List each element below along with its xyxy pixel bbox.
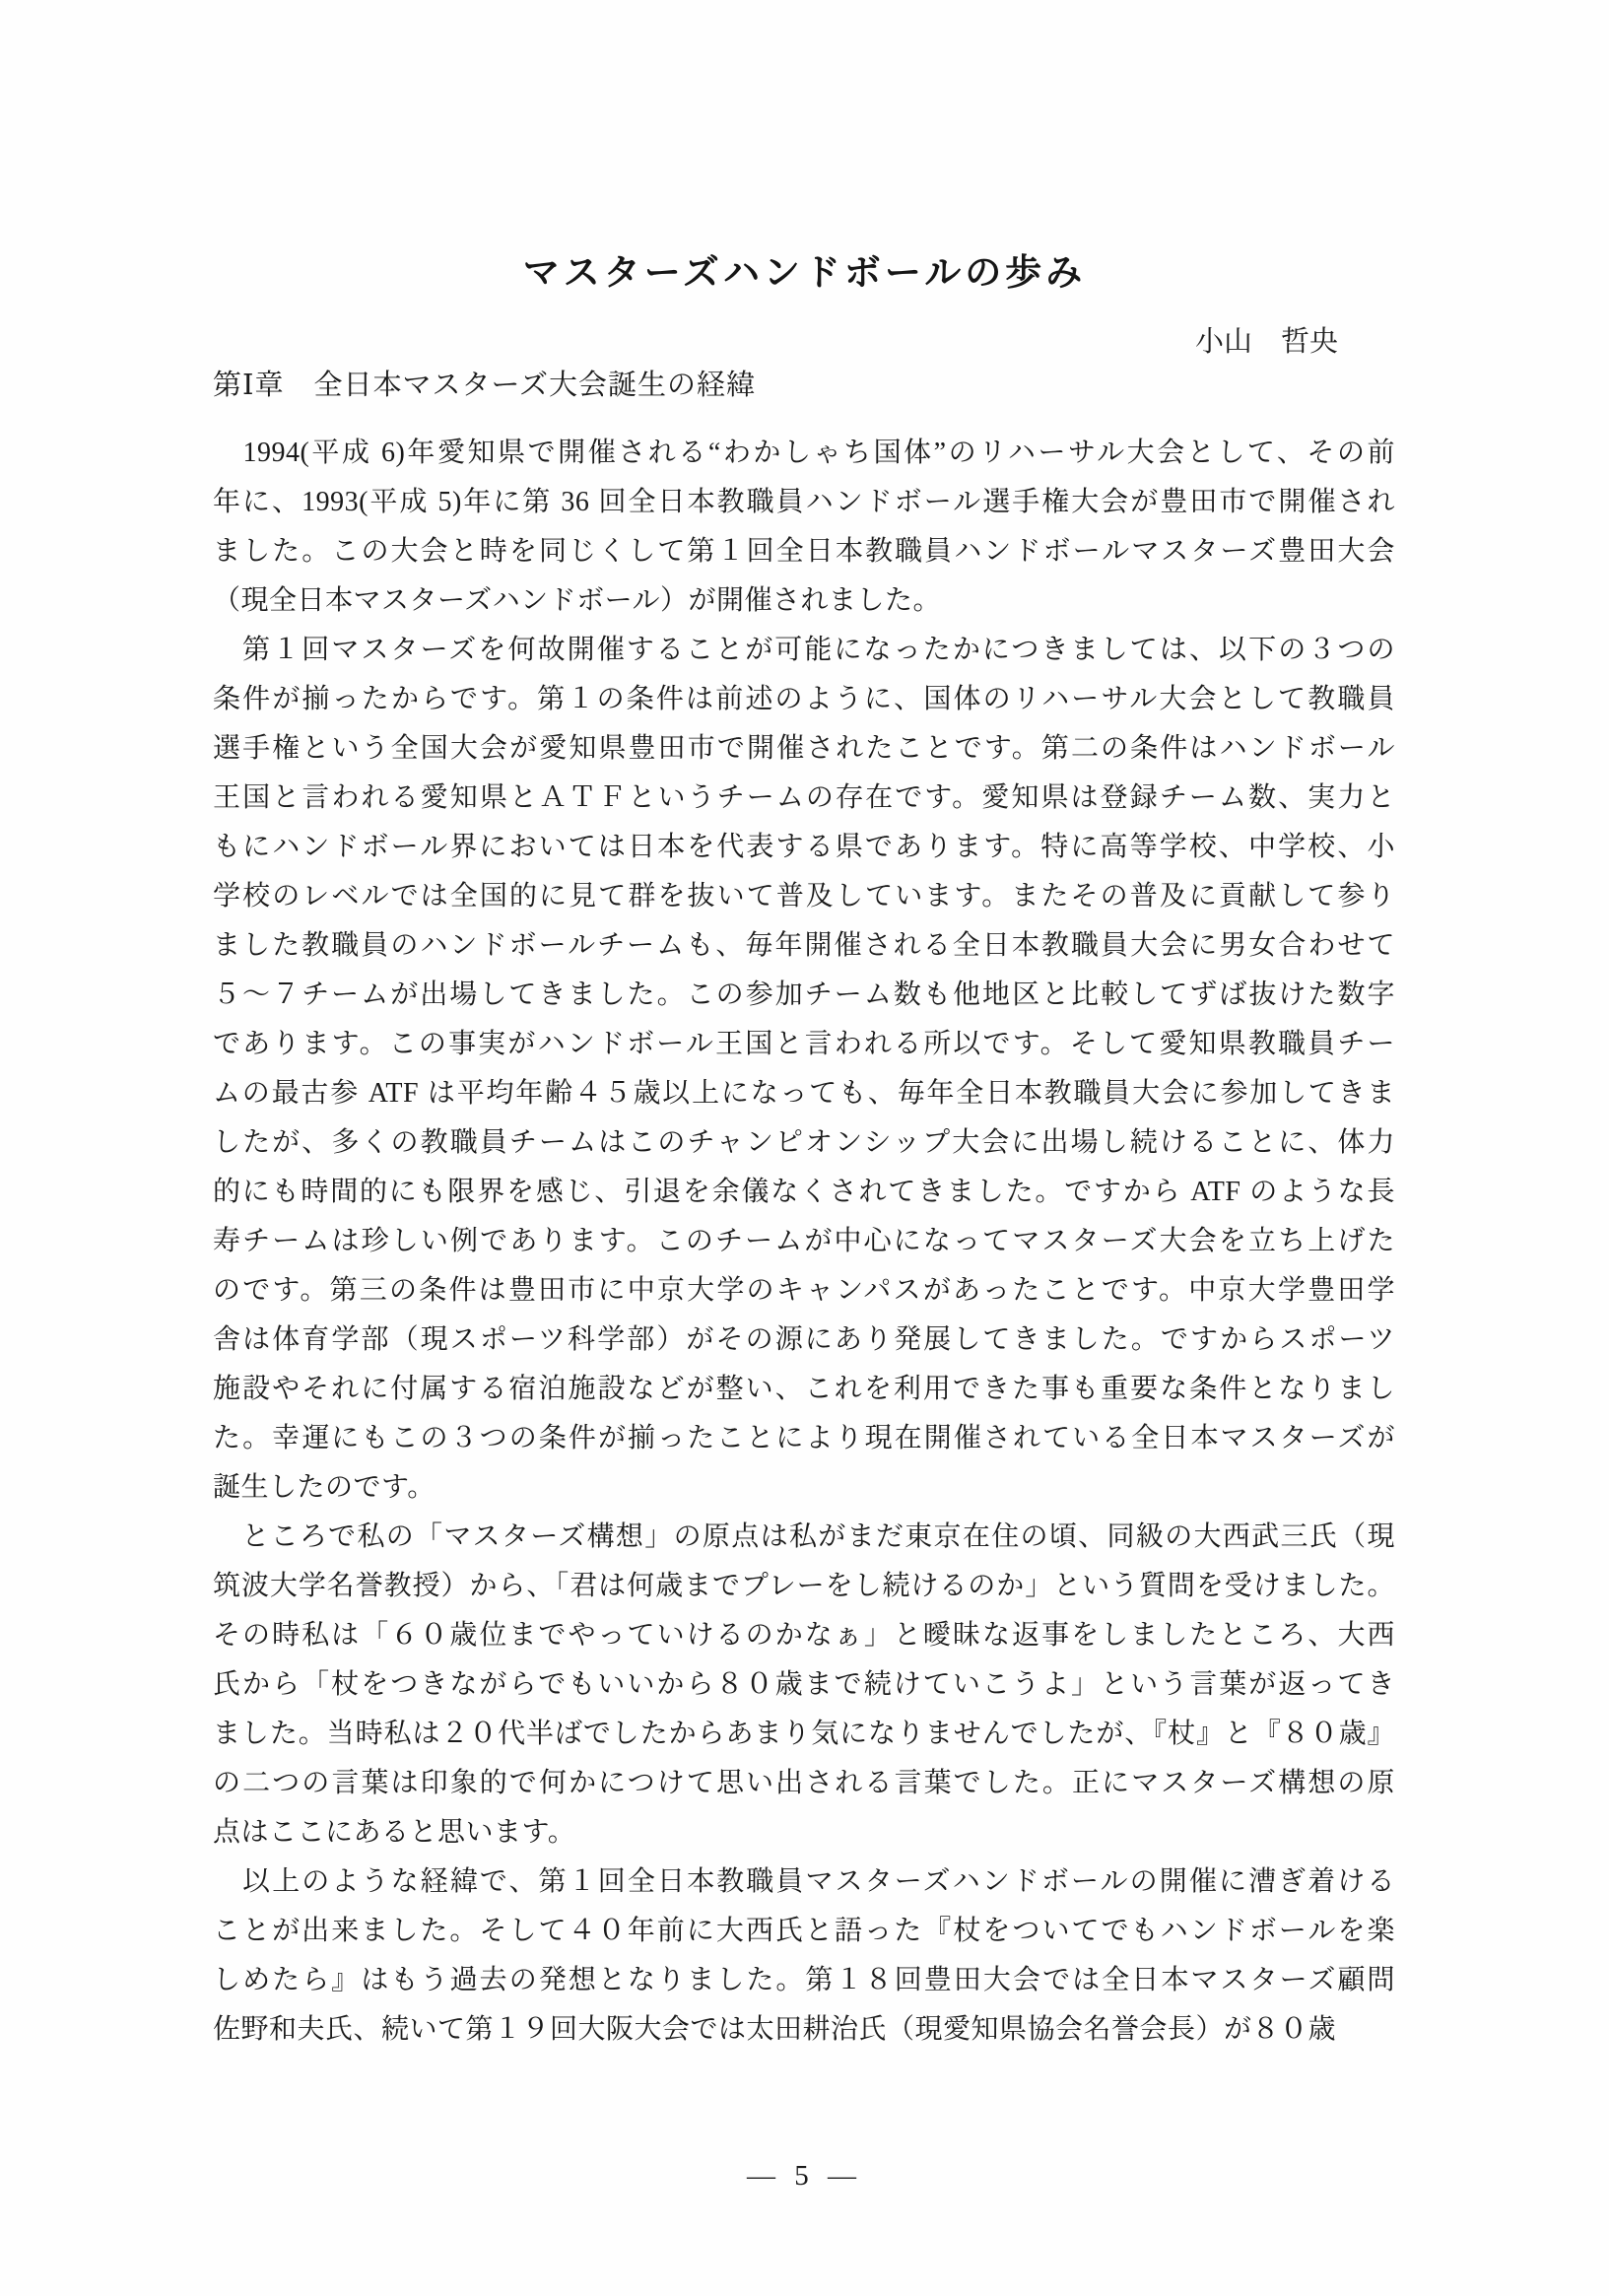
body-line: であります。この事実がハンドボール王国と言われる所以です。そして愛知県教職員チー [213, 1029, 1395, 1059]
body-line: したが、多くの教職員チームはこのチャンピオンシップ大会に出場し続けることに、体力 [213, 1127, 1395, 1158]
body-line: ました。当時私は２０代半ばでしたからあまり気になりませんでしたが、『杖』と『８０歳』 [213, 1719, 1395, 1749]
body-line: ところで私の「マスターズ構想」の原点は私がまだ東京在住の頃、同級の大西武三氏（現 [213, 1521, 1395, 1552]
body-line: 筑波大学名誉教授）から、「君は何歳までプレーをし続けるのか」という質問を受けました。 [213, 1571, 1395, 1601]
body-line: 氏から「杖をつきながらでもいいから８０歳まで続けていこうよ」という言葉が返ってき [213, 1669, 1395, 1700]
page-number: — 5 — [747, 2160, 862, 2192]
body-line: 点はここにあると思います。 [213, 1817, 576, 1848]
body-line: 寿チームは珍しい例であります。このチームが中心になってマスターズ大会を立ち上げた [213, 1226, 1395, 1256]
body-line: 施設やそれに付属する宿泊施設などが整い、これを利用できた事も重要な条件となりまし [213, 1374, 1395, 1404]
page-title: マスターズハンドボールの歩み [522, 253, 1087, 294]
body-line: ５～７チームが出場してきました。この参加チーム数も他地区と比較してずば抜けた数字 [213, 979, 1395, 1010]
body-line: ムの最古参 ATF は平均年齢４５歳以上になっても、毎年全日本教職員大会に参加してきま [213, 1078, 1395, 1109]
body-line: 選手権という全国大会が愛知県豊田市で開催されたことです。第二の条件はハンドボール [213, 733, 1395, 764]
body-line: 以上のような経緯で、第１回全日本教職員マスターズハンドボールの開催に漕ぎ着ける [213, 1866, 1395, 1897]
body-line: ました。この大会と時を同じくして第１回全日本教職員ハンドボールマスターズ豊田大会 [213, 536, 1395, 567]
body-line: ました教職員のハンドボールチームも、毎年開催される全日本教職員大会に男女合わせて [213, 930, 1395, 961]
chapter-heading: 第Ⅰ章 全日本マスターズ大会誕生の経緯 [213, 370, 757, 401]
body-line: （現全日本マスターズハンドボール）が開催されました。 [213, 585, 942, 616]
body-line: のです。第三の条件は豊田市に中京大学のキャンパスがあったことです。中京大学豊田学 [213, 1275, 1395, 1306]
body-line: 誕生したのです。 [213, 1472, 436, 1503]
body-line: 条件が揃ったからです。第１の条件は前述のように、国体のリハーサル大会として教職員 [213, 684, 1395, 714]
body-line: 佐野和夫氏、続いて第１９回大阪大会では太田耕治氏（現愛知県協会名誉会長）が８０歳 [213, 2014, 1337, 2045]
body-line: 1994(平成 6)年愛知県で開催される“わかしゃち国体”のリハーサル大会として、その前 [213, 438, 1395, 468]
body-line: ことが出来ました。そして４０年前に大西氏と語った『杖をついてでもハンドボールを楽 [213, 1916, 1395, 1946]
body-line: 舎は体育学部（現スポーツ科学部）がその源にあり発展してきました。ですからスポーツ [213, 1324, 1395, 1355]
body-line: その時私は「６０歳位までやっていけるのかなぁ」と曖昧な返事をしましたところ、大西 [213, 1620, 1395, 1651]
body-line: 学校のレベルでは全国的に見て群を抜いて普及しています。またその普及に貢献して参り [213, 881, 1395, 912]
body-line: の二つの言葉は印象的で何かにつけて思い出される言葉でした。正にマスターズ構想の原 [213, 1768, 1395, 1798]
author-name: 小山 哲央 [1194, 326, 1338, 358]
body-line: 年に、1993(平成 5)年に第 36 回全日本教職員ハンドボール選手権大会が豊田市で開催され [213, 487, 1395, 517]
body-line: た。幸運にもこの３つの条件が揃ったことにより現在開催されている全日本マスターズが [213, 1423, 1395, 1453]
body-line: 王国と言われる愛知県とＡＴＦというチームの存在です。愛知県は登録チーム数、実力と [213, 782, 1395, 813]
body-line: もにハンドボール界においては日本を代表する県であります。特に高等学校、中学校、小 [213, 832, 1395, 862]
body-line: 第１回マスターズを何故開催することが可能になったかにつきましては、以下の３つの [213, 635, 1395, 665]
document-body [213, 429, 1395, 2055]
body-line: しめたら』はもう過去の発想となりました。第１８回豊田大会では全日本マスターズ顧問 [213, 1965, 1395, 1995]
body-line: 的にも時間的にも限界を感じ、引退を余儀なくされてきました。ですから ATF のような長 [213, 1177, 1395, 1207]
